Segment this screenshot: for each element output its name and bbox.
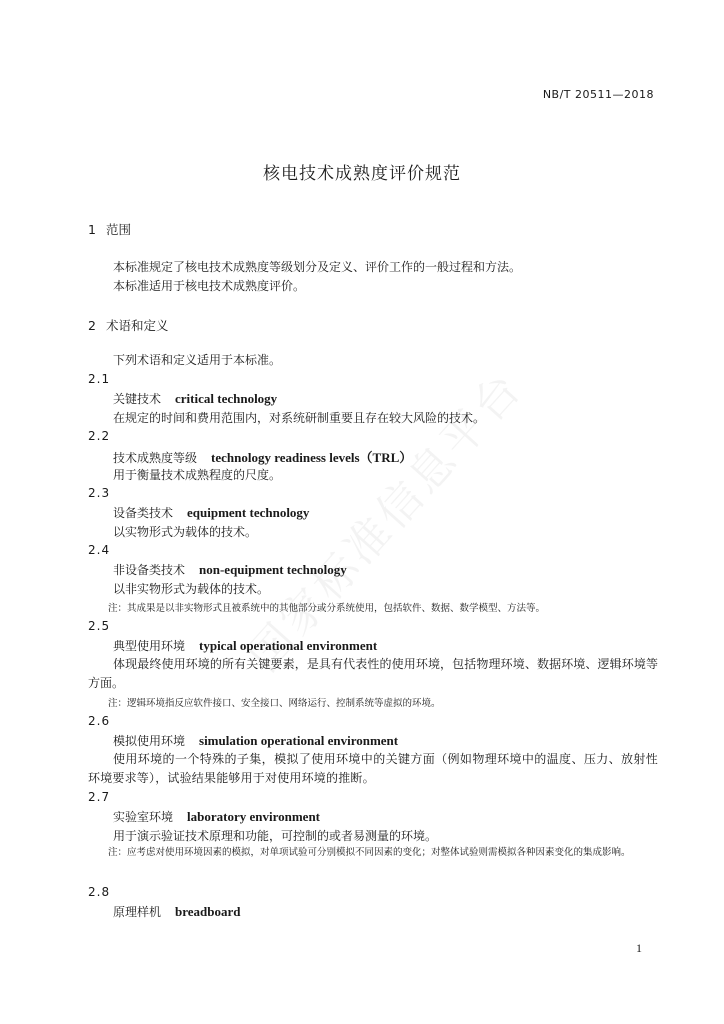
paragraph: 本标准适用于核电技术成熟度评价。: [113, 279, 306, 293]
term-english: typical operational environment: [199, 638, 378, 653]
term-english: breadboard: [175, 904, 241, 919]
term-definition: 以实物形式为载体的技术。: [113, 525, 258, 539]
term-english: technology readiness levels（TRL）: [211, 450, 413, 465]
section-2-heading: [88, 316, 169, 334]
term-entry: [113, 808, 320, 825]
term-definition: 在规定的时间和费用范围内，对系统研制重要且存在较大风险的技术。: [113, 411, 486, 425]
term-entry: [113, 504, 309, 521]
term-chinese: 技术成熟度等级: [113, 451, 198, 465]
term-chinese: 原理样机: [113, 905, 162, 919]
term-chinese: 关键技术: [113, 392, 162, 406]
term-chinese: 实验室环境: [113, 810, 174, 824]
term-entry: [113, 447, 412, 466]
term-entry: [113, 390, 277, 407]
clause-number: 2.1: [88, 372, 111, 386]
clause-number: 2.7: [88, 790, 111, 804]
term-english: equipment technology: [187, 505, 310, 520]
note: 注：逻辑环境指反应软件接口、安全接口、网络运行、控制系统等虚拟的环境。: [108, 698, 441, 709]
note: 注：其成果是以非实物形式且被系统中的其他部分或分系统使用，包括软件、数据、数学模型、方法等。: [108, 603, 546, 614]
term-definition: 使用环境的一个特殊的子集，模拟了使用环境中的关键方面（例如物理环境中的温度、压力、放射性环境要求等），试验结果能够用于对使用环境的推断。: [88, 752, 658, 785]
section-number: 1: [88, 222, 96, 237]
term-english: non-equipment technology: [199, 562, 347, 577]
term-definition: 用于演示验证技术原理和功能，可控制的或者易测量的环境。: [113, 829, 438, 843]
term-english: laboratory environment: [187, 809, 321, 824]
term-chinese: 设备类技术: [113, 506, 174, 520]
term-entry: [113, 637, 377, 654]
clause-number: 2.6: [88, 714, 111, 728]
paragraph: 本标准规定了核电技术成熟度等级划分及定义、评价工作的一般过程和方法。: [113, 260, 522, 274]
term-entry: [113, 732, 398, 749]
standard-number: NB/T 20511—2018: [542, 88, 654, 101]
term-definition: 体现最终使用环境的所有关键要素，是具有代表性的使用环境，包括物理环境、数据环境、逻辑环境等方面。: [88, 657, 658, 690]
document-title: 核电技术成熟度评价规范: [263, 164, 461, 184]
section-title: 术语和定义: [106, 318, 169, 333]
page-number: 1: [636, 941, 642, 955]
term-entry: [113, 561, 347, 578]
section-title: 范围: [106, 222, 132, 237]
paragraph: 下列术语和定义适用于本标准。: [113, 353, 282, 367]
term-definition: 用于衡量技术成熟程度的尺度。: [113, 468, 282, 482]
section-1-heading: [88, 220, 131, 238]
clause-number: 2.5: [88, 619, 111, 633]
term-english: simulation operational environment: [199, 733, 399, 748]
note: 注：应考虑对使用环境因素的模拟，对单项试验可分别模拟不同因素的变化；对整体试验则需模拟各种因素变化的集成影响。: [108, 847, 631, 858]
clause-number: 2.3: [88, 486, 111, 500]
term-english: critical technology: [175, 391, 278, 406]
term-chinese: 非设备类技术: [113, 563, 186, 577]
term-chinese: 模拟使用环境: [113, 734, 186, 748]
term-chinese: 典型使用环境: [113, 639, 186, 653]
term-definition: 以非实物形式为载体的技术。: [113, 582, 270, 596]
clause-number: 2.4: [88, 543, 111, 557]
section-number: 2: [88, 318, 96, 333]
clause-number: 2.2: [88, 429, 111, 443]
term-entry: [113, 903, 241, 920]
clause-number: 2.8: [88, 885, 111, 899]
